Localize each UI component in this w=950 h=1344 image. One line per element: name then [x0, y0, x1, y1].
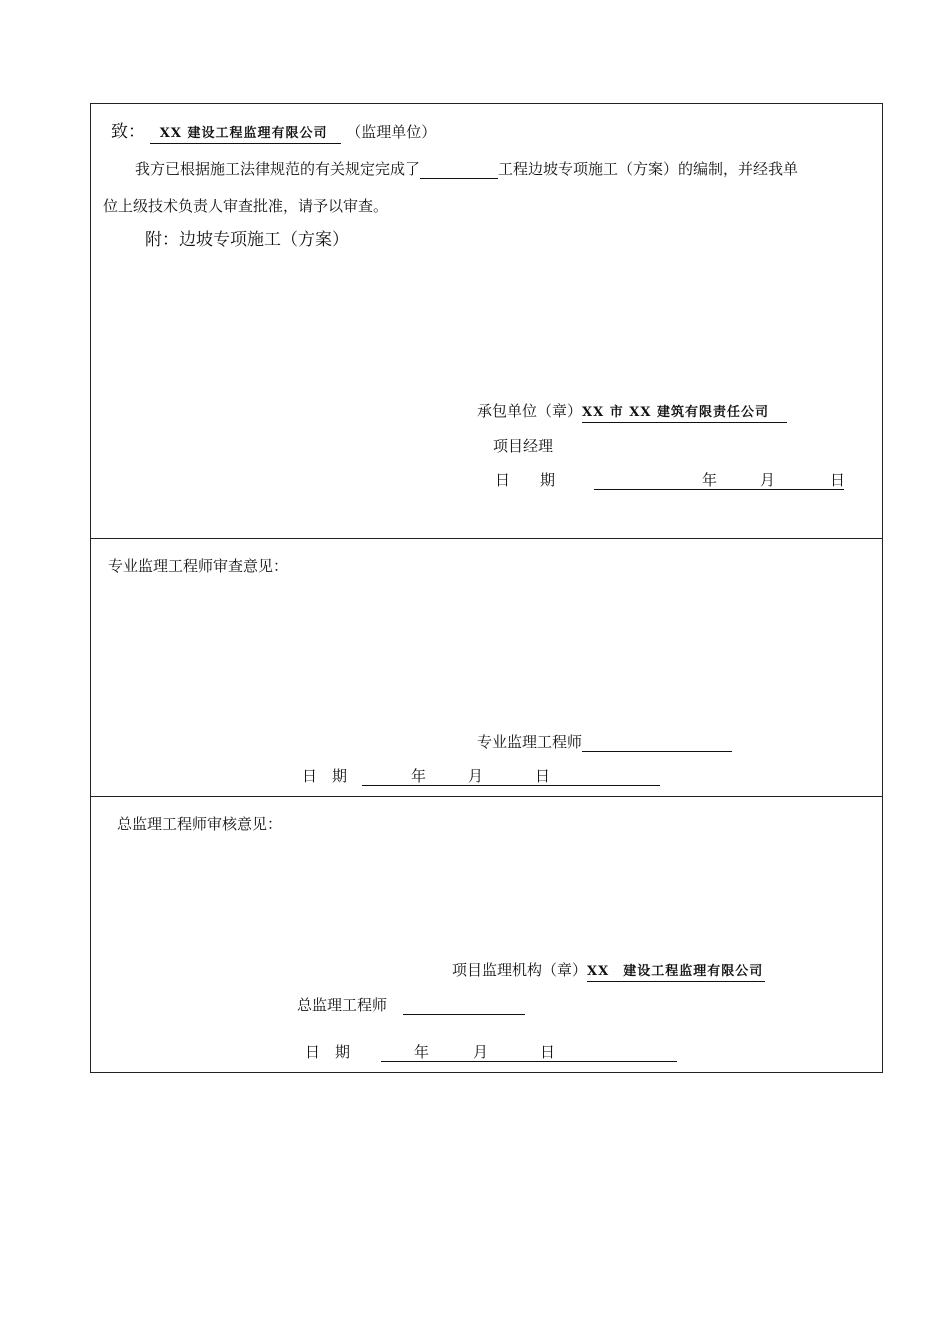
body-line-2: 位上级技术负责人审查批准，请予以审查。	[103, 197, 389, 215]
contractor-label: 承包单位（章）	[477, 402, 583, 420]
body-line-1	[135, 159, 798, 179]
engineer-review-title: 专业监理工程师审查意见：	[108, 557, 289, 575]
chief-year-label: 年	[414, 1043, 430, 1061]
month-label: 月	[760, 471, 776, 489]
attachment-line: 附：边坡专项施工（方案）	[145, 230, 349, 250]
engineer-date-label: 日 期	[302, 767, 348, 785]
org-name: XX 建设工程监理有限公司	[587, 963, 765, 982]
day-label: 日	[830, 471, 846, 489]
recipient-company: XX 建设工程监理有限公司	[150, 125, 342, 144]
engineer-label: 专业监理工程师	[477, 733, 583, 751]
engineer-year-label: 年	[411, 767, 427, 785]
chief-day-label: 日	[540, 1043, 556, 1061]
engineer-month-label: 月	[468, 767, 484, 785]
body-text-part2: 工程边坡专项施工（方案）的编制，并经我单	[498, 160, 799, 178]
year-label: 年	[702, 471, 718, 489]
to-label: 致：	[111, 122, 145, 142]
submission-section	[91, 104, 882, 539]
date-field[interactable]	[594, 470, 844, 490]
recipient-line	[111, 122, 436, 144]
engineer-review-section	[91, 539, 882, 797]
org-line	[452, 960, 765, 982]
contractor-line	[477, 401, 787, 423]
chief-signature-line	[297, 995, 525, 1015]
chief-date-field[interactable]	[381, 1042, 677, 1062]
engineer-signature-line	[477, 732, 732, 752]
contractor-name: XX 市 XX 建筑有限责任公司	[582, 404, 787, 423]
chief-review-section	[91, 797, 882, 1073]
project-name-blank[interactable]	[420, 161, 498, 179]
engineer-day-label: 日	[535, 767, 551, 785]
date-label: 日 期	[495, 471, 556, 489]
org-label: 项目监理机构（章）	[452, 961, 588, 979]
engineer-date-field[interactable]	[362, 766, 660, 786]
approval-form	[90, 103, 883, 1073]
engineer-signature-field[interactable]	[582, 734, 732, 752]
manager-label: 项目经理	[493, 437, 554, 455]
body-text-part1: 我方已根据施工法律规范的有关规定完成了	[135, 160, 421, 178]
chief-month-label: 月	[473, 1043, 489, 1061]
recipient-suffix: （监理单位）	[346, 123, 437, 141]
chief-review-title: 总监理工程师审核意见：	[117, 815, 283, 833]
chief-date-label: 日 期	[305, 1043, 351, 1061]
chief-signature-field[interactable]	[403, 997, 525, 1015]
chief-label: 总监理工程师	[297, 996, 388, 1014]
